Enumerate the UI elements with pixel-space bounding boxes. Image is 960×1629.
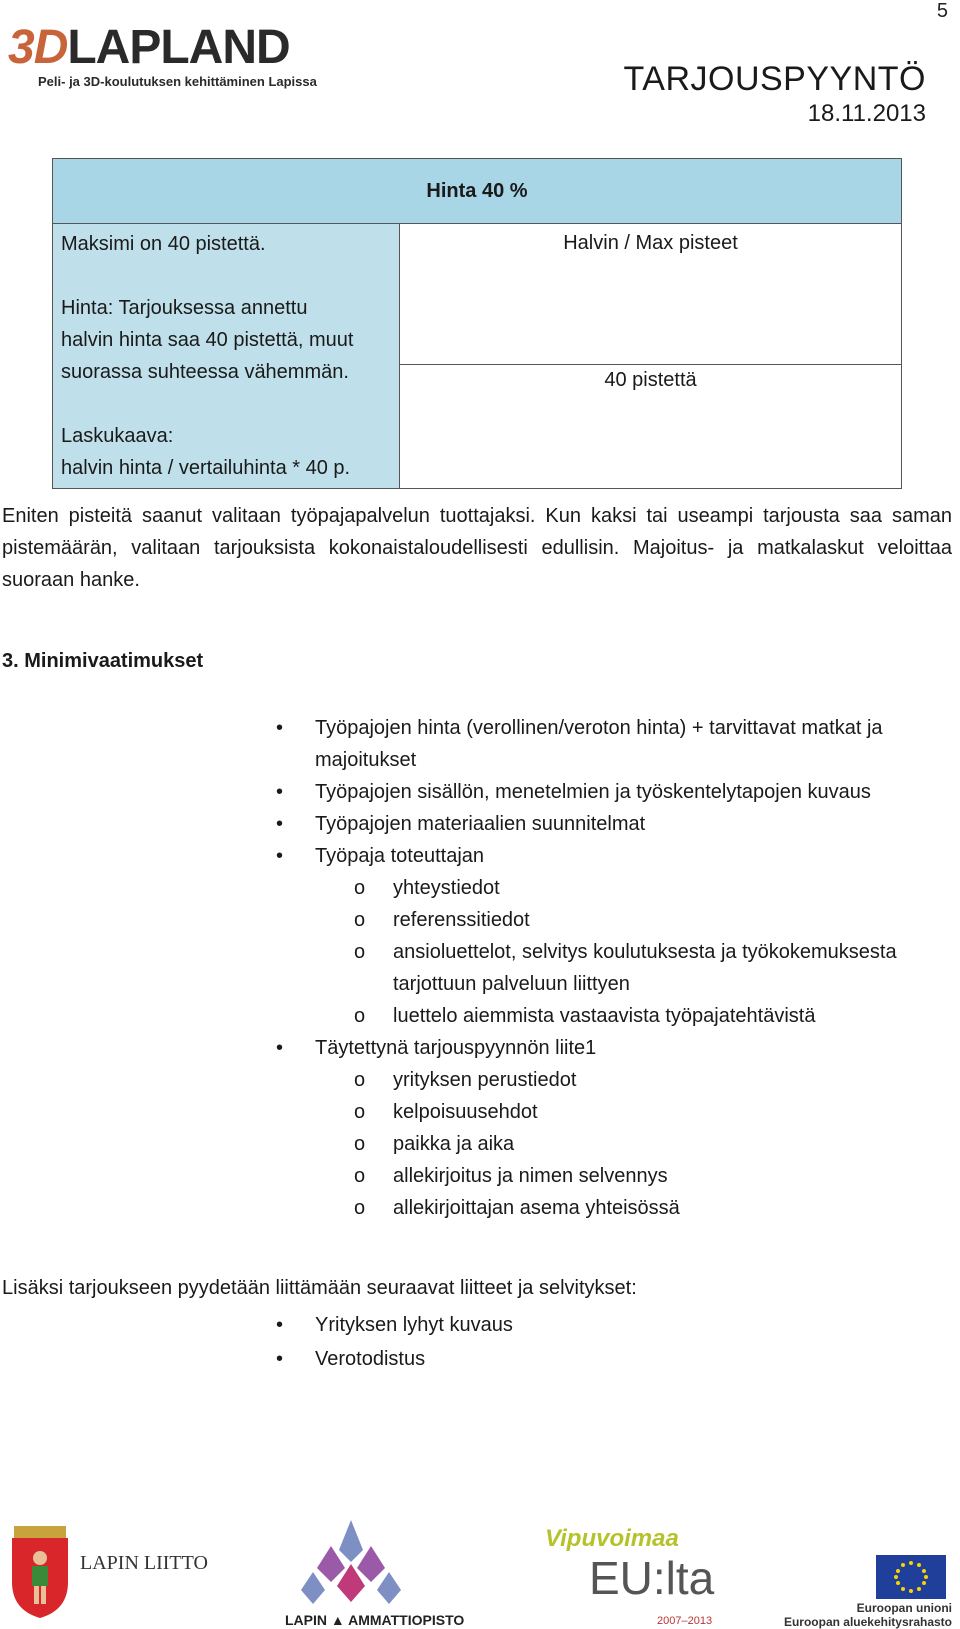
bullet-icon: • (276, 717, 284, 739)
circle-bullet-icon: o (354, 1197, 366, 1219)
eu-lta-text: EU:lta (589, 1552, 715, 1604)
bullet-icon: • (276, 1348, 284, 1370)
eu-union-text: Euroopan unioni (856, 1601, 952, 1615)
3dlapland-logo (8, 21, 317, 94)
price-table-formula-label: Halvin / Max pisteet (400, 224, 902, 365)
requirements-list (0, 712, 940, 1224)
circle-bullet-icon: o (354, 909, 366, 931)
description-line: suorassa suhteessa vähemmän. (61, 361, 349, 383)
bullet-icon: • (276, 781, 284, 803)
list-item: • Verotodistus (0, 1342, 513, 1376)
attachments-intro: Lisäksi tarjoukseen pyydetään liittämään seuraavat liitteet ja selvitykset: (2, 1277, 637, 1299)
description-line: halvin hinta / vertailuhinta * 40 p. (61, 457, 351, 479)
logo-subtitle: Peli- ja 3D-koulutuksen kehittäminen Lapissa (38, 74, 317, 89)
section-heading: 3. Minimivaatimukset (2, 650, 204, 672)
list-item: • Täytettynä tarjouspyynnön liite1 (0, 1032, 940, 1064)
document-date: 18.11.2013 (807, 100, 926, 127)
eu-flag-icon (876, 1555, 946, 1599)
list-item: • Työpaja toteuttajan (0, 840, 940, 872)
description-line: halvin hinta saa 40 pistettä, muut (61, 329, 354, 351)
circle-bullet-icon: o (354, 1165, 366, 1187)
lapin-liitto-logo (8, 1520, 238, 1620)
description-line: Hinta: Tarjouksessa annettu (61, 297, 308, 319)
list-item: • Työpajojen hinta (verollinen/veroton hinta) + tarvittavat matkat ja majoitukset (0, 712, 940, 776)
sub-list-item: o kelpoisuusehdot (0, 1096, 940, 1128)
sub-list-item: o yrityksen perustiedot (0, 1064, 940, 1096)
attachments-list (0, 1308, 513, 1376)
circle-bullet-icon: o (354, 1101, 366, 1123)
eu-logo (783, 1555, 956, 1629)
price-table (52, 158, 902, 489)
bullet-icon: • (276, 813, 284, 835)
list-item: • Työpajojen materiaalien suunnitelmat (0, 808, 940, 840)
bullet-icon: • (276, 1314, 284, 1336)
circle-bullet-icon: o (354, 1133, 366, 1155)
sub-list-item: o paikka ja aika (0, 1128, 940, 1160)
price-table-header: Hinta 40 % (53, 159, 902, 224)
logo-lapland-text: LAPLAND (67, 21, 290, 74)
sub-list-item: o allekirjoitus ja nimen selvennys (0, 1160, 940, 1192)
circle-bullet-icon: o (354, 1069, 366, 1091)
logo-3d-text: 3D (8, 21, 68, 74)
list-item: • Yrityksen lyhyt kuvaus (0, 1308, 513, 1342)
eu-fund-text: Euroopan aluekehitysrahasto (783, 1615, 952, 1629)
vipuvoimaa-eu-logo (545, 1525, 725, 1628)
lapland-coat-of-arms-icon (8, 1520, 72, 1620)
list-item: • Työpajojen sisällön, menetelmien ja työskentelytapojen kuvaus (0, 776, 940, 808)
sub-list-item: o allekirjoittajan asema yhteisössä (0, 1192, 940, 1224)
lapin-liitto-text: LAPIN LIITTO (80, 1552, 208, 1574)
logo-wordmark (8, 21, 290, 74)
years-text: 2007–2013 (657, 1615, 713, 1627)
circle-bullet-icon: o (354, 941, 366, 963)
bullet-icon: • (276, 1037, 284, 1059)
lapin-text: LAPIN (285, 1612, 327, 1628)
sub-list-item: o yhteystiedot (0, 872, 940, 904)
sub-list-item: o luettelo aiemmista vastaavista työpajatehtävistä (0, 1000, 940, 1032)
circle-bullet-icon: o (354, 1005, 366, 1027)
sub-list-item: o referenssitiedot (0, 904, 940, 936)
price-table-points: 40 pistettä (400, 364, 902, 488)
description-line: Maksimi on 40 pistettä. (61, 233, 266, 255)
selection-paragraph: Eniten pisteitä saanut valitaan työpajapalvelun tuottajaksi. Kun kaksi tai useampi tarjousta saa saman pistemäärän, valitaan tarjouksista kokonaistaloudellisesti edullisin. Majoitus- ja matkalaskut veloittaa suoraan hanke. (2, 505, 952, 591)
circle-bullet-icon: o (354, 877, 366, 899)
vipuvoimaa-text: Vipuvoimaa (545, 1525, 679, 1552)
document-title: TARJOUSPYYNTÖ (623, 60, 926, 98)
description-line: Laskukaava: (61, 425, 174, 447)
price-table-description (53, 224, 400, 489)
crystal-emblem-icon (301, 1520, 401, 1606)
bullet-icon: • (276, 845, 284, 867)
lapin-ammattiopisto-logo: LAPIN ▲ AMMATTIOPISTO (285, 1520, 485, 1628)
ammattiopisto-text: AMMATTIOPISTO (348, 1612, 465, 1628)
page-number: 5 (936, 0, 948, 22)
sub-list-item: o ansioluettelot, selvitys koulutuksesta ja työkokemuksesta tarjottuun palveluun liittyen (0, 936, 940, 1000)
